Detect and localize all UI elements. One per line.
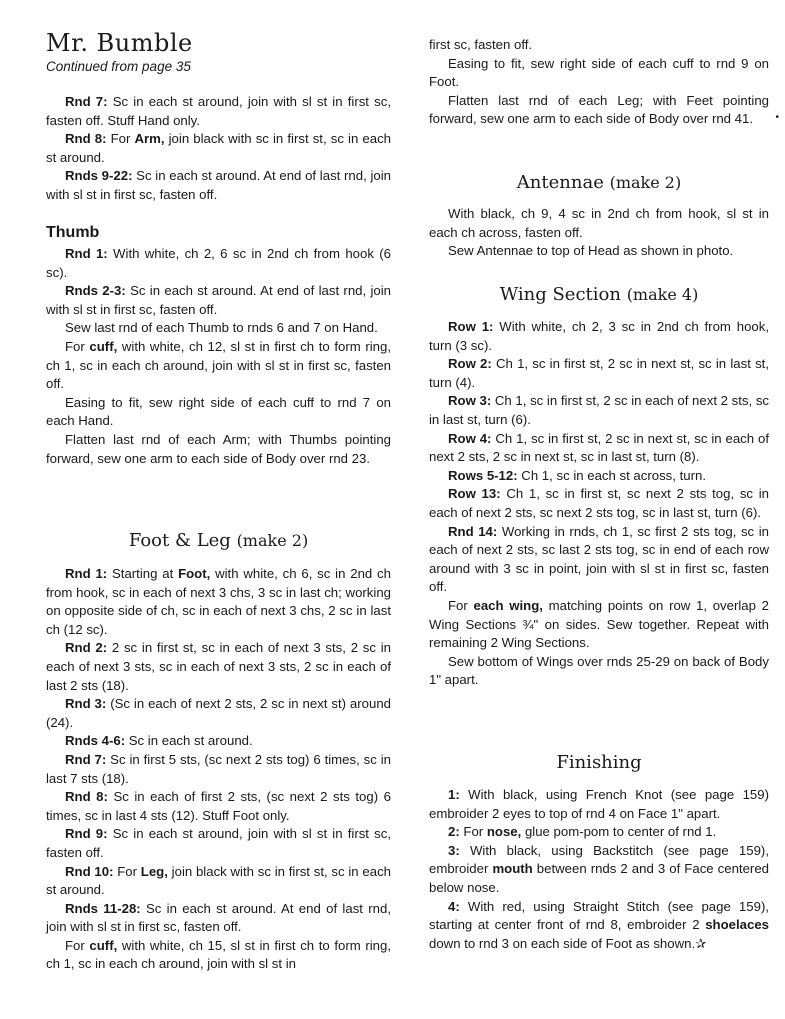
leg-rnd-10: Rnd 10: For Leg, join black with sc in first st, sc in each st around. — [46, 863, 392, 898]
page-title: Mr. Bumble — [46, 29, 193, 57]
thumb-sew-note: Sew last rnd of each Thumb to rnds 6 and 7 on Hand. — [65, 320, 378, 336]
antennae-heading: Antennae (make 2) — [516, 172, 682, 193]
foot-leg-heading: Foot & Leg (make 2) — [128, 530, 309, 551]
wing-rnd-14: Rnd 14: Working in rnds, ch 1, sc first 2 sts tog, sc in each of next 2 sts, sc last 2 sts tog, sc in end of each row around with 3 sc in point, join with sl st in first sc, fasten off. — [429, 523, 769, 595]
leg-rnds-11-28: Rnds 11-28: Sc in each st around. At end of last rnd, join with sl st in first sc, fasten off. — [46, 900, 391, 935]
foot-rnd-1: Rnd 1: Starting at Foot, with white, ch 6, sc in 2nd ch from hook, sc in each of next 3 chs, 3 sc in last ch; working on opposite side of ch, sc in each of next 3 chs, 2 sc in last ch (12 sc). — [46, 566, 391, 637]
wing-rows-5-12: Rows 5-12: Ch 1, sc in each st across, turn. — [448, 467, 706, 483]
foot-cuff-easing-note: Easing to fit, sew right side of each cuff to rnd 9 on Foot. — [429, 55, 769, 90]
wing-sew-note: Sew bottom of Wings over rnds 25-29 on back of Body 1" apart. — [429, 653, 769, 688]
wing-row-2: Row 2: Ch 1, sc in first st, 2 sc in next st, sc in last st, turn (4). — [429, 356, 769, 390]
thumb-rnds-2-3: Rnds 2-3: Sc in each st around. At end of last rnd, join with sl st in first sc, fasten off. — [46, 283, 391, 317]
finishing-step-2: 2: For nose, glue pom-pom to center of rnd 1. — [448, 824, 717, 840]
leg-cuff-note: For cuff, with white, ch 15, sl st in first ch to form ring, ch 1, sc in each ch around, join with sl st in — [46, 937, 392, 972]
antennae-instruction: With black, ch 9, 4 sc in 2nd ch from hook, sl st in each ch across, fasten off. — [429, 206, 769, 240]
instruction-rnds-9-22: Rnds 9-22: Sc in each st around. At end of last rnd, join with sl st in first sc, fasten off. — [46, 168, 391, 202]
wing-assembly-note: For each wing, matching points on row 1, overlap 2 Wing Sections ¾" on sides. Sew together. Repeat with remaining 2 Wing Sections. — [429, 597, 769, 651]
continued-text: first sc, fasten off. — [429, 37, 533, 52]
wing-row-4: Row 4: Ch 1, sc in first st, 2 sc in next st, sc in each of next 2 sts, 2 sc in next st, sc in last st, turn (8). — [429, 430, 769, 465]
finishing-step-1: 1: With black, using French Knot (see page 159) embroider 2 eyes to top of rnd 4 on Face 1" apart. — [429, 787, 769, 821]
margin-mark: • — [775, 112, 779, 123]
finishing-heading: Finishing — [556, 752, 642, 773]
wing-row-13: Row 13: Ch 1, sc in first st, sc next 2 sts tog, sc in each of next 2 sts, sc next 2 sts tog, sc in last st, turn (6). — [429, 486, 769, 520]
continued-note: Continued from page 35 — [46, 59, 191, 74]
instruction-rnd-8: Rnd 8: For Arm, join black with sc in first st, sc in each st around. — [46, 131, 391, 165]
foot-rnd-2: Rnd 2: 2 sc in first st, sc in each of next 3 sts, 2 sc in each of next 3 sts, sc in each of next 3 sts, 2 sc in each of last 2 sts (18). — [46, 640, 391, 693]
instruction-rnd-7: Rnd 7: Sc in each st around, join with sl st in first sc, fasten off. Stuff Hand only. — [46, 94, 391, 128]
leg-flatten-note: Flatten last rnd of each Leg; with Feet pointing forward, sew one arm to each side of Body over rnd 41. — [429, 92, 769, 127]
thumb-flatten-note: Flatten last rnd of each Arm; with Thumbs pointing forward, sew one arm to each side of Body over rnd 23. — [46, 431, 391, 466]
wing-row-3: Row 3: Ch 1, sc in first st, 2 sc in each of next 2 sts, sc in last st, turn (6). — [429, 393, 770, 427]
end-star-icon: ✰ — [695, 935, 707, 951]
thumb-rnd-1: Rnd 1: With white, ch 2, 6 sc in 2nd ch from hook (6 sc). — [46, 246, 391, 280]
thumb-easing-note: Easing to fit, sew right side of each cuff to rnd 7 on each Hand. — [46, 394, 391, 429]
wing-row-1: Row 1: With white, ch 2, 3 sc in 2nd ch from hook, turn (3 sc). — [429, 319, 770, 353]
foot-rnd-8: Rnd 8: Sc in each of first 2 sts, (sc next 2 sts tog) 6 times, sc in last 4 sts (12). Stuff Foot only. — [46, 789, 391, 823]
foot-rnd-9: Rnd 9: Sc in each st around, join with sl st in first sc, fasten off. — [46, 826, 391, 860]
foot-rnd-3: Rnd 3: (Sc in each of next 2 sts, 2 sc in next st) around (24). — [46, 696, 391, 730]
wing-section-heading: Wing Section (make 4) — [499, 284, 699, 305]
thumb-cuff-note: For cuff, with white, ch 12, sl st in first ch to form ring, ch 1, sc in each ch around, join with sl st in first sc, fasten off. — [46, 338, 392, 392]
thumb-heading: Thumb — [46, 224, 100, 241]
foot-rnd-7: Rnd 7: Sc in first 5 sts, (sc next 2 sts tog) 6 times, sc in last 7 sts (18). — [46, 751, 391, 786]
finishing-step-4: 4: With red, using Straight Stitch (see page 159), starting at center front of rnd 8, embroider 2 shoelaces down to rnd 3 on each side of Foot as shown.✰ — [429, 898, 769, 951]
foot-rnds-4-6: Rnds 4-6: Sc in each st around. — [65, 733, 253, 749]
finishing-step-3: 3: With black, using Backstitch (see page 159), embroider mouth between rnds 2 and 3 of Face centered below nose. — [429, 842, 769, 895]
antennae-sew-note: Sew Antennae to top of Head as shown in photo. — [448, 243, 734, 259]
